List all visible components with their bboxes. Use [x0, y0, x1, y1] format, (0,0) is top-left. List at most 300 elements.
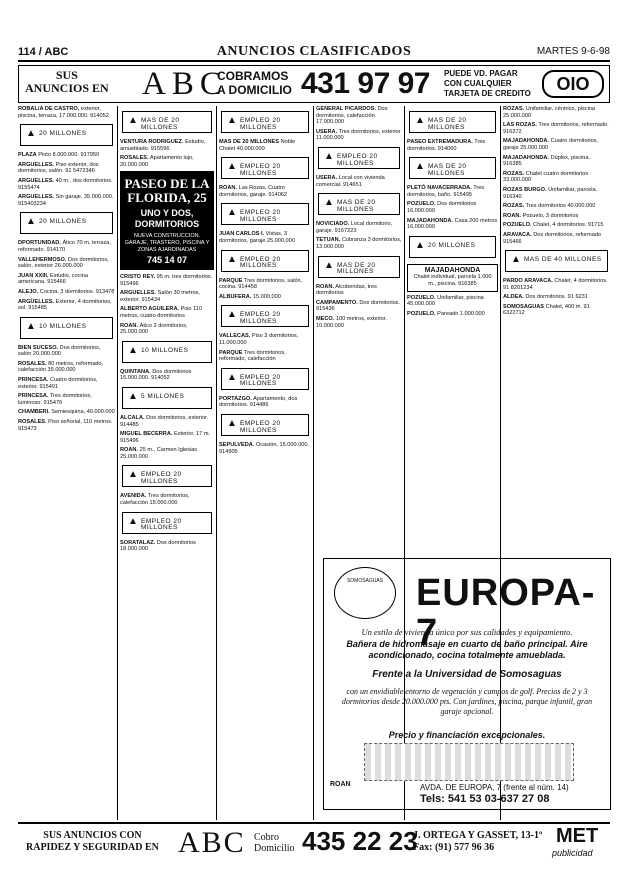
classifieds-column-4 — [316, 106, 402, 554]
ad-slot — [221, 368, 309, 390]
classified-ad — [503, 106, 610, 119]
classified-ad — [120, 306, 214, 319]
ad-slot — [221, 157, 309, 179]
triangle-icon: ▲ — [511, 254, 521, 266]
ad-headline: PARQUE — [219, 349, 243, 356]
ad-headline: CRISTO REY. — [120, 273, 156, 280]
triangle-icon: ▲ — [26, 320, 36, 332]
column-rule — [117, 106, 118, 820]
ad-slot — [221, 305, 309, 327]
ad-headline: POZUELO. — [407, 294, 436, 301]
ad-body: Cuatro dormitorios, garaje 25.000.000 — [503, 138, 599, 151]
classified-ad — [503, 294, 610, 301]
ad-body: Unifamiliar, piscina 45.000.000 — [407, 294, 484, 308]
ad-slot — [318, 147, 400, 169]
ad-slot-label: 5 MILLONES — [141, 392, 185, 400]
ad-headline: PORTAZGO. — [219, 395, 252, 402]
ad-headline: PRINCESA. — [18, 393, 49, 400]
ad-slot — [122, 512, 212, 534]
classified-ad — [503, 187, 610, 200]
classified-ad — [407, 295, 498, 308]
ad-body: Tres dormitorios, baño. 915495 — [407, 185, 485, 198]
europa7-address: AVDA. DE EUROPA, 7 (frente al núm. 14) — [420, 783, 569, 792]
ad-body: Tres dormitorios, exterior 11.000.000 — [316, 128, 401, 142]
ad-body: Cuatro dormitorios, exterior. 915491 — [18, 377, 98, 390]
ad-headline: TETUAN. — [316, 237, 341, 244]
featured-box-majadahonda — [407, 264, 498, 292]
ad-body: Dos dormitorios 16.000.000 — [407, 201, 477, 214]
classified-ad — [18, 257, 115, 270]
ad-headline: AVENIDA. — [120, 493, 147, 500]
footer-address — [413, 830, 542, 854]
ad-body: Piso 110 metros, cuatro dormitorios — [120, 306, 202, 319]
classified-ad — [503, 222, 610, 229]
ad-slot — [409, 111, 496, 133]
ad-headline: ROSALES. — [18, 360, 47, 367]
triangle-icon: ▲ — [324, 150, 334, 162]
ad-slot — [122, 111, 212, 133]
classified-ad — [316, 316, 402, 329]
ad-body: Dos dormitorios, salón, exterior 26.000.000 — [18, 256, 109, 270]
triangle-icon: ▲ — [227, 207, 237, 219]
classified-ad — [120, 290, 214, 303]
ad-body: 95 m. tres dormitorios. 915496 — [120, 273, 213, 287]
ad-body: 15.000.000 — [252, 293, 281, 300]
banner-cobramos-line1: COBRAMOS — [217, 69, 289, 83]
ad-body: 100 metros, exterior. 10.000.000 — [316, 315, 387, 329]
classified-ad — [316, 129, 402, 142]
ad-headline: ARGUELLES. — [18, 161, 55, 168]
ad-headline: SEPULVEDA. — [219, 441, 255, 448]
europa7-title: EUROPA-7 — [416, 572, 596, 654]
ad-slot-label: EMPLEO 20 MILLONES — [240, 209, 281, 223]
ad-headline: ALBERTO AGUILERA. — [120, 306, 180, 313]
ad-body: Ocasión, 15.000.000. 914905 — [219, 441, 310, 455]
ad-headline: MAJADAHONDA. — [503, 138, 549, 145]
page-footer-banner — [18, 822, 610, 876]
ad-slot — [318, 193, 400, 215]
ad-slot — [221, 414, 309, 436]
building-illustration — [364, 743, 574, 781]
ad-headline: ROZAS. — [503, 170, 525, 177]
ad-body: Apartamento, dos dormitorios. 914486 — [219, 395, 298, 409]
banner-pay-line2: CON CUALQUIER — [444, 79, 512, 88]
ad-body: Alcobendas, tres dormitorios — [316, 283, 377, 297]
classified-ad — [219, 139, 311, 152]
classified-ad — [219, 333, 311, 346]
ad-headline: ROAN. — [219, 185, 238, 192]
triangle-icon: ▲ — [324, 259, 334, 271]
europa7-description: con un envidiable entorno de vegetación y campos de golf. Precios de 2 y 3 dormitorios desde 20.000.000 pts. Con jardines, piscina, parque infantil, gran garaje opcional. — [341, 687, 593, 716]
classifieds-column-2 — [120, 106, 214, 820]
classified-ad — [503, 278, 610, 291]
triangle-icon: ▲ — [26, 216, 36, 228]
ad-slot — [20, 317, 113, 339]
footer-cobro-line2: Domicilio — [254, 843, 295, 854]
ad-headline: ROZAS. — [503, 203, 525, 210]
footer-cobro-line1: Cobro — [254, 832, 279, 843]
ad-body: Salón 30 metros, exterior. 915434 — [120, 290, 200, 303]
abc-banner — [18, 65, 610, 103]
ad-body: Chalet, 400 m. 91 6322712 — [503, 303, 590, 317]
ad-slot-label: EMPLEO 20 MILLONES — [240, 163, 281, 177]
ad-headline: CAMPAMENTO. — [316, 299, 358, 306]
classified-ad — [407, 139, 498, 152]
classified-ad — [316, 175, 402, 188]
ad-body: Tres dormitorios, reformado, calefacción — [219, 349, 286, 363]
classified-ad — [18, 152, 115, 159]
ad-headline: POZUELO. — [503, 222, 532, 229]
classified-ad — [120, 139, 214, 152]
classified-ad — [407, 201, 498, 214]
triangle-icon: ▲ — [128, 390, 138, 402]
met-logo-subtitle: publicidad — [552, 848, 593, 858]
ad-body: Exterior, 4 dormitorios, sol. 915485 — [18, 298, 112, 312]
ad-body: Noble Chalet 40.000.000 — [219, 139, 296, 152]
classified-ad — [316, 300, 402, 313]
ad-body: Apartamento lujo, 20.000.000 — [120, 155, 194, 168]
classified-ad — [18, 393, 115, 406]
ad-slot-label: EMPLEO 20 MILLONES — [240, 255, 281, 270]
ad-body: Dos dormitorios. 915436 — [316, 299, 401, 313]
classified-ad — [18, 178, 115, 191]
ad-headline: MAJADAHONDA. — [503, 154, 549, 161]
ad-body: Tres dormitorios, luminoso. 915476 — [18, 393, 92, 406]
somosaguas-seal: SOMOSAGUAS — [334, 567, 396, 619]
triangle-icon: ▲ — [128, 515, 138, 527]
triangle-icon: ▲ — [227, 161, 237, 173]
banner-phone: 431 97 97 — [301, 67, 430, 100]
ad-body: Chalet cuatro dormitorios 33.000.000 — [503, 170, 589, 184]
ad-headline: MAJADAHONDA. — [407, 217, 453, 224]
ad-body: Piso 3 dormitorios, 11.000.000 — [219, 333, 299, 346]
column-rule — [216, 106, 217, 820]
ad-body: Piso señorial, 110 metros. 915473 — [18, 419, 113, 432]
ad-slot-label: EMPLEO 20 MILLONES — [337, 152, 378, 167]
europa7-advertisement — [323, 558, 611, 810]
ad-body: Local dormitorio, garaje. 9167223 — [316, 221, 393, 234]
ad-body: Dos dormitorios, exterior. 914485 — [120, 414, 209, 428]
promo-title: PASEO DE LA FLORIDA, 25 — [124, 176, 210, 206]
ad-headline: JUAN CARLOS I. — [219, 231, 265, 238]
ad-body: Dos dormitorios, calefacción 17.000.000 — [316, 106, 388, 126]
banner-cobramos-line2: A DOMICILIO — [217, 83, 292, 97]
classified-ad — [18, 273, 115, 286]
column-rule — [313, 106, 314, 820]
classified-ad — [120, 447, 214, 460]
ad-headline: ARGUELLES. — [18, 177, 55, 184]
classified-ad — [18, 194, 115, 207]
ad-headline: CHAMBERI. — [18, 409, 50, 416]
ad-slot — [122, 465, 212, 487]
ad-slot-label: EMPLEO 20 MILLONES — [141, 471, 182, 486]
featured-box-title: MAJADAHONDA — [424, 266, 481, 274]
ad-headline: ARGÜELLES. — [18, 298, 55, 305]
ad-slot — [20, 212, 113, 234]
ad-headline: MAS DE 20 MILLONES — [219, 139, 279, 145]
ad-slot — [221, 111, 309, 133]
ad-headline: ROAN. — [316, 283, 335, 290]
ad-body: Unifamiliar, parcela. 916340 — [503, 186, 598, 200]
europa7-intro: Un estilo de vivienda único por sus calidades y equipamiento. — [361, 627, 573, 637]
ad-body: Dúplex, piscina. 916385 — [503, 154, 591, 168]
ad-body: Vistas, 3 dormitorios, garaje 25.000.000 — [219, 231, 295, 244]
classified-ad — [503, 213, 610, 220]
ad-body: Unifamiliar, céntrico, piscina 25.000.000 — [503, 106, 596, 119]
classifieds-column-6 — [503, 106, 610, 554]
ad-slot-label: EMPLEO 20 MILLONES — [240, 311, 281, 325]
ad-slot-label: MAS DE 20 MILLONES — [141, 117, 180, 131]
ad-headline: ROAN. — [120, 447, 139, 454]
classified-ad — [407, 311, 498, 318]
ad-body: Chalet, 4 dormitorios. 91715 — [533, 222, 604, 229]
triangle-icon: ▲ — [128, 115, 138, 126]
ad-body: Estudio, cocina americana. 915466 — [18, 272, 88, 286]
classified-ad — [503, 304, 610, 317]
ad-headline: ROBAL/A DE CASTRO, — [18, 106, 80, 112]
classified-ad — [503, 122, 610, 135]
ad-headline: ROZAS BURGO. — [503, 186, 547, 193]
promo-details: NUEVA CONSTRUCCION. GARAJE, TRASTERO, PISCINA Y ZONAS AJARDINADAS — [124, 233, 210, 254]
ad-headline: ARAVACA. — [503, 231, 532, 238]
classified-ad — [120, 369, 214, 382]
ad-headline: ALEJO. — [18, 288, 39, 295]
ad-body: Casa 200 metros 16.000.000 — [407, 217, 498, 231]
ad-headline: PARDO ARAVACA. — [503, 278, 553, 285]
ad-slot — [409, 157, 496, 179]
ad-slot — [221, 250, 309, 272]
ad-body: Tres dormitorios, reformado. 916372 — [503, 122, 609, 135]
ad-headline: ALDEA. — [503, 294, 524, 301]
ad-slot — [122, 387, 212, 409]
ad-headline: SORATALAZ. — [120, 539, 156, 546]
classified-ad — [120, 415, 214, 428]
ad-body: Sin garaje, 35.000.000. 915403234 — [18, 194, 114, 207]
page-header — [18, 44, 610, 62]
footer-phone: 435 22 23 — [302, 826, 418, 856]
ad-slot — [505, 250, 608, 272]
promo-box-florida — [120, 171, 214, 270]
banner-pay-line1: PUEDE VD. PAGAR — [444, 69, 518, 78]
ad-body: Dos dormitorios 18.000.000 — [120, 539, 196, 553]
classified-ad — [219, 350, 311, 363]
classified-ad — [503, 155, 610, 168]
ad-body: Ático 70 m. terraza, reformado. 914170 — [18, 240, 111, 253]
ad-slot-label: MAS DE 40 MILLONES — [524, 256, 602, 264]
ad-body: Piso exterior, dos dormitorios, salón. 91 5472346 — [18, 161, 99, 175]
classified-ad — [18, 377, 115, 390]
footer-abc-logo: ABC — [178, 826, 246, 859]
triangle-icon: ▲ — [227, 115, 237, 126]
abc-logo: ABC — [142, 66, 228, 102]
ad-headline: ARGUELLES. — [18, 194, 55, 201]
ad-slot-label: EMPLEO 20 MILLONES — [141, 517, 182, 532]
classified-ad — [120, 493, 214, 506]
classified-ad — [18, 162, 115, 175]
classified-ad — [407, 185, 498, 198]
ad-slot-label: MAS DE 20 MILLONES — [428, 163, 467, 177]
classified-ad — [503, 171, 610, 184]
classified-ad — [316, 221, 402, 234]
ad-body: Tres dormitorios 40.000.000 — [525, 203, 596, 210]
europa7-finance: Precio y financiación excepcionales. — [388, 730, 546, 740]
ad-slot-label: MAS DE 20 MILLONES — [337, 199, 376, 213]
ad-headline: ROZAS. — [503, 106, 525, 112]
featured-box-body: Chalet individual, parcela 1.000 m., piscina. 916385 — [413, 274, 492, 287]
triangle-icon: ▲ — [415, 115, 425, 126]
ad-headline: ARGUELLES. — [120, 290, 157, 297]
ad-headline: VALLEHERMOSO. — [18, 256, 67, 263]
ad-body: Las Rozas, Cuatro dormitorios, garaje. 914062 — [219, 185, 288, 198]
ad-body: Dos dormitorios, reformado 915466 — [503, 231, 602, 245]
ad-body: Pozuelo, 3 dormitorios — [522, 212, 579, 219]
ad-slot-label: EMPLEO 20 MILLONES — [240, 117, 281, 131]
ad-headline: PASEO EXTREMADURA. — [407, 139, 473, 145]
europa7-features: Bañera de hidromasaje en cuarto de baño principal. Aire acondicionado, cocina totalmente amueblada. — [346, 639, 588, 660]
classified-ad — [219, 294, 311, 301]
classified-ad — [18, 106, 115, 119]
classified-ad — [503, 203, 610, 210]
banner-payment — [444, 69, 531, 99]
ad-headline: MECO. — [316, 315, 335, 322]
classified-ad — [18, 419, 115, 432]
ad-body: Dos dormitorios, salón 20.000.000 — [18, 344, 101, 358]
classified-ad — [316, 237, 402, 250]
ad-headline: PARQUE — [219, 277, 243, 284]
card-logo: OIO — [542, 70, 604, 98]
ad-slot-label: 10 MILLONES — [39, 322, 87, 330]
ad-body: Semiesquina, 40.000.000 — [51, 409, 115, 416]
ad-headline: ROSALES. — [18, 419, 47, 426]
triangle-icon: ▲ — [227, 253, 237, 265]
classifieds-column-5 — [407, 106, 498, 554]
triangle-icon: ▲ — [227, 371, 237, 383]
classified-ad — [18, 240, 115, 253]
ad-body: Pareado 1.000.000 — [437, 310, 485, 317]
ad-body: Ático 2 dormitorios, 25.000.000 — [120, 322, 188, 336]
ad-body: Dos dormitorios. 91 6231 — [525, 294, 588, 301]
classified-ad — [18, 361, 115, 374]
section-title: ANUNCIOS CLASIFICADOS — [216, 44, 412, 59]
ad-slot-label: 10 MILLONES — [141, 346, 189, 354]
ad-slot-label: 20 MILLONES — [428, 241, 476, 249]
ad-body: 40 m., dos dormitorios. 9155474 — [18, 177, 113, 191]
ad-slot-label: EMPLEO 20 MILLONES — [240, 419, 281, 434]
ad-body: Estudio, amueblado. 915596 — [120, 139, 206, 152]
ad-body: Local con vivienda comercial. 914651 — [316, 174, 385, 188]
ad-slot — [122, 341, 212, 363]
classified-ad — [18, 345, 115, 358]
classified-ad — [219, 231, 311, 244]
classified-ad — [18, 289, 115, 296]
ad-headline: POZUELO. — [407, 201, 436, 208]
classified-ad — [407, 218, 498, 231]
page-number: 114 / ABC — [18, 46, 69, 58]
classified-ad — [503, 138, 610, 151]
ad-headline: POZUELO. — [407, 310, 436, 317]
classifieds-column-1 — [18, 106, 115, 820]
issue-date: MARTES 9-6-98 — [536, 46, 610, 57]
ad-headline: USERA. — [316, 174, 338, 181]
ad-slot — [20, 124, 113, 146]
promo-phone: 745 14 07 — [146, 255, 188, 266]
ad-slot-label: 20 MILLONES — [39, 218, 87, 226]
ad-body: 25 m., Carmen Iglesias 25.000.000 — [120, 447, 198, 460]
banner-left-line1: SUS — [55, 68, 78, 82]
ad-body: Dos dormitorios 15.000.000. 914052 — [120, 368, 192, 382]
footer-tagline-line2: RAPIDEZ Y SEGURIDAD EN — [26, 842, 159, 853]
ad-headline: ROAN. — [120, 322, 139, 329]
ad-headline: DPORTUNIDAD. — [18, 240, 61, 247]
ad-body: Cocina, 3 dormitorios. 913478 — [39, 288, 115, 295]
ad-headline: BIEN SUCESO. — [18, 344, 59, 351]
ad-slot-label: MAS DE 20 MILLONES — [337, 261, 376, 276]
ad-body: Chalet, 4 dormitorios. 91 8201234 — [503, 278, 608, 291]
ad-headline: NOVICIADO. — [316, 221, 350, 228]
europa7-university: Frente a la Universidad de Somosaguas — [372, 669, 562, 680]
ad-headline: LAS ROZAS. — [503, 122, 537, 129]
ad-headline: ALCALA. — [120, 414, 145, 421]
promo-subtitle: UNO Y DOS, DORMITORIOS — [134, 208, 200, 230]
banner-cobramos — [217, 69, 292, 97]
ad-headline: MIGUEL BECERRA. — [120, 431, 173, 438]
ad-body: Exterior, 17 m. 915496 — [120, 431, 211, 444]
classifieds-column-3 — [219, 106, 311, 820]
ad-slot-label: EMPLEO 20 MILLONES — [240, 373, 281, 388]
banner-left-text — [25, 69, 109, 95]
banner-pay-line3: TARJETA DE CREDITO — [444, 89, 531, 98]
classified-ad — [219, 442, 311, 455]
ad-headline: ROAN. — [503, 212, 522, 219]
footer-tagline-line1: SUS ANUNCIOS CON — [43, 830, 142, 841]
ad-headline: PLETÓ NAVACERRADA. — [407, 185, 472, 192]
triangle-icon: ▲ — [415, 239, 425, 251]
ad-body: Cobranza 3 dormitorios, 13.000.000 — [316, 237, 402, 250]
classified-ad — [503, 232, 610, 245]
ad-headline: USERA. — [316, 128, 338, 135]
classified-ad — [120, 155, 214, 168]
triangle-icon: ▲ — [128, 344, 138, 356]
classified-ad — [18, 409, 115, 416]
triangle-icon: ▲ — [227, 417, 237, 429]
developer-logo: ROAN — [330, 781, 351, 788]
met-logo: MET — [556, 825, 599, 847]
classified-ad — [120, 323, 214, 336]
triangle-icon: ▲ — [227, 309, 237, 321]
ad-body: Tres dormitorios, salón, cocina. 914458 — [219, 277, 303, 291]
footer-cobro — [254, 832, 295, 854]
triangle-icon: ▲ — [324, 197, 334, 209]
footer-address-line1: J. ORTEGA Y GASSET, 13-1º — [413, 830, 543, 841]
ad-headline: VALLECAS. — [219, 333, 251, 340]
ad-headline: SOMOSAGUAS — [503, 303, 545, 310]
ad-slot-label: MAS DE 20 MILLONES — [428, 117, 467, 131]
banner-left-line2: ANUNCIOS EN — [25, 81, 109, 95]
triangle-icon: ▲ — [128, 469, 138, 481]
ad-headline: JUAN XXIII. — [18, 272, 49, 279]
classified-ad — [120, 540, 214, 553]
triangle-icon: ▲ — [26, 128, 36, 140]
classified-ad — [120, 431, 214, 444]
ad-body: Pinto 8.000.000. 917950 — [38, 152, 100, 159]
classified-ad — [120, 274, 214, 287]
ad-headline: ALBUFERA. — [219, 293, 252, 300]
ad-headline: PRINCESA. — [18, 377, 49, 384]
ad-slot — [318, 256, 400, 278]
ad-headline: ROSALES. — [120, 155, 149, 162]
ad-body: Tres dormitorios. 914060 — [407, 139, 486, 152]
ad-headline: QUINTANA. — [120, 368, 151, 375]
